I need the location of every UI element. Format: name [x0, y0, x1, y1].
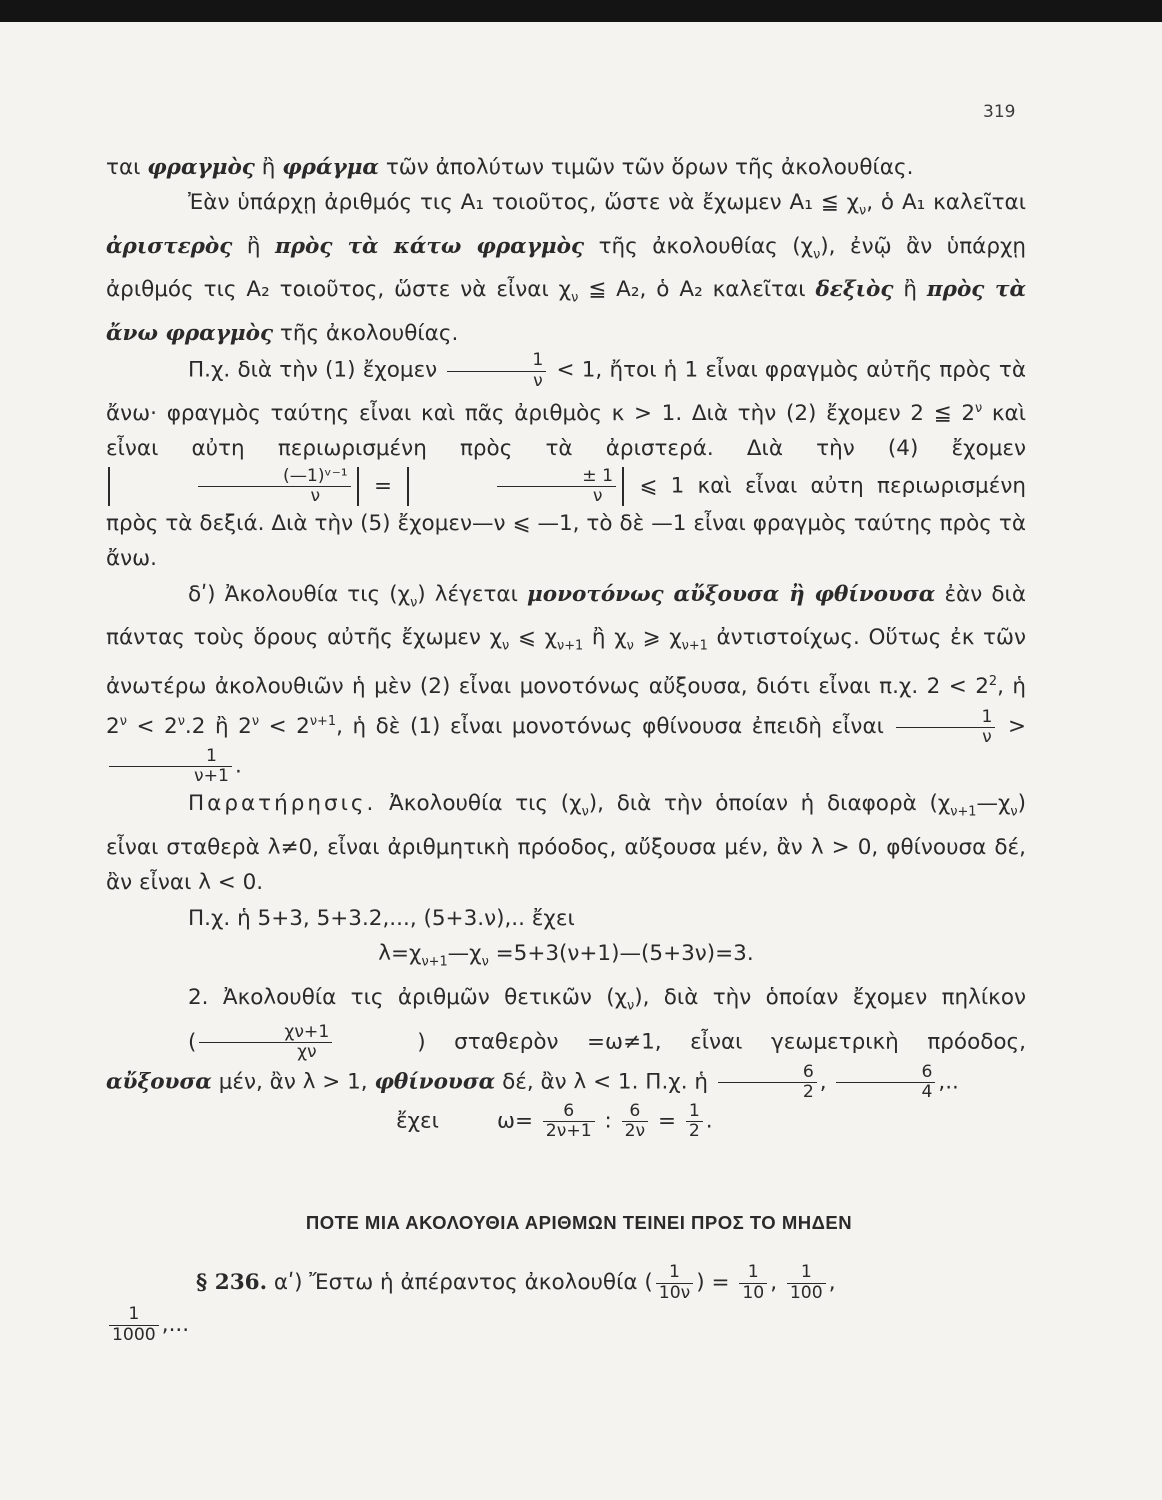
fraction: $\frac{\chi\nu+1}{\chi\nu}$ — [199, 1023, 332, 1062]
section-236-second-line: $\frac{1}{1000}$ ,... — [106, 1304, 1052, 1346]
paragraph-examples-bounds: Π.χ. διὰ τὴν (1) ἔχομεν $\frac{1}{\nu}$ < 1, ἤτοι ἡ 1 εἶναι φραγμὸς αὐτῆς πρὸς τὰ ἄνω· φραγμὸς ταύτης εἶναι καὶ πᾶς ἀριθμὸς κ > 1. Διὰ τὴν (2) ἔχομεν 2 ≦ $2^\nu$ καὶ εἶναι αὐτη περιωρισμένη πρὸς τὰ ἀριστερά. Διὰ τὴν (4) ἔχομεν $\frac{\text{(—1)ᵛ⁻¹}}{\nu}$ = $\frac{\pm 1}{\nu}$ ⩽ 1 καὶ εἶναι αὐτη περιωρισμένη πρὸς τὰ δεξιά. Διὰ τὴν (5) ἔχομεν—ν ⩽ —1, τὸ δὲ —1 εἶναι φραγμὸς ταύτης πρὸς τὰ ἄνω. — [106, 350, 1027, 572]
paragraph-monotonic: δʹ) Ἀκολουθία τις $(\chi_\nu)$ λέγεται μονοτόνως αὔξουσα ἢ φθίνουσα ἐὰν διὰ πάντας τοὺς ὅρους αὐτῆς ἔχωμεν $\chi_\nu$ ⩽ $\chi_{\nu+1}$ ἢ $\chi_\nu$ ⩾ $\chi_{\nu+1}$ ἀντιστοίχως. Οὕτως ἐκ τῶν ἀνωτέρω ἀκολουθιῶν ἡ μὲν (2) εἶναι μονοτόνως αὔξουσα, διότι εἶναι π.χ. $2 < 2^2$, ἡ $2^\nu < 2^\nu.2$ ἢ $2^\nu < 2^{\nu+1}$, ἡ δὲ (1) εἶναι μονοτόνως φθίνουσα ἐπειδὴ εἶναι $\frac{1}{\nu}$ > $\frac{1}{\nu+1}$ . — [106, 581, 1027, 787]
paragraph-geometric: 2. Ἀκολουθία τις ἀριθμῶν θετικῶν $(\chi_\nu)$, διὰ τὴν ὁποίαν ἔχομεν πηλίκον ( $\frac{\chi\nu+1}{\chi\nu}$ ) σταθερὸν =ω≠1, εἶναι γεωμετρικὴ πρόοδος, αὔξουσα μέν, ἂν λ > 1, φθίνουσα δέ, ἂν λ < 1. Π.χ. ἡ $\frac{6}{2}$ , $\frac{6}{4}$ ,.. — [106, 984, 1026, 1102]
paragraph-bounds-intro: ται φραγμὸς ἢ φράγμα τῶν ἀπολύτων τιμῶν τῶν ὅρων τῆς ἀκολουθίας. — [106, 155, 914, 180]
fraction: $\frac{1}{2}$ — [686, 1102, 703, 1141]
absolute-value — [108, 467, 359, 506]
scan-top-border — [0, 0, 1162, 22]
equation-geometric: ἔχει ω= $\frac{6}{2\nu+1}$ : $\frac{6}{2\nu}$ = $\frac{1}{2}$ . — [396, 1100, 713, 1142]
section-heading: ΠΟΤΕ ΜΙΑ ΑΚΟΛΟΥΘΙΑ ΑΡΙΘΜΩΝ ΤΕΙΝΕΙ ΠΡΟΣ ΤΟ ΜΗΔΕΝ — [305, 1212, 853, 1233]
fraction: $\frac{1}{\nu}$ — [447, 351, 546, 390]
equation-arithmetic: $\lambda=\chi_{\nu+1}—\chi_\nu$ =5+3(ν+1)—(5+3ν)=3. — [378, 940, 754, 970]
section-236 — [106, 1262, 1052, 1346]
fraction: $\frac{1}{10}$ — [739, 1263, 767, 1302]
absolute-value — [407, 467, 624, 506]
page-body — [106, 150, 1026, 1141]
fraction: $\frac{\pm 1}{\nu}$ — [497, 467, 616, 506]
fraction: $\frac{\text{(—1)ᵛ⁻¹}}{\nu}$ — [198, 467, 351, 506]
fraction: $\frac{6}{4}$ — [836, 1063, 935, 1102]
section-236-first-line: § 236. αʹ) Ἔστω ἡ ἀπέραντος ἀκολουθία ( $\frac{1}{10\nu}$ ) = $\frac{1}{10}$ , $\frac{1}{100}$ , — [196, 1262, 836, 1303]
fraction: $\frac{6}{2\nu}$ — [622, 1102, 649, 1141]
fraction: $\frac{1}{10\nu}$ — [656, 1263, 693, 1302]
fraction: $\frac{1}{100}$ — [787, 1263, 826, 1302]
paragraph-remark-arithmetic: Παρατήρησις. Ἀκολουθία τις $(\chi_\nu)$, διὰ τὴν ὁποίαν ἡ διαφορὰ $(\chi_{\nu+1}—\chi_\nu)$ εἶναι σταθερὰ λ≠0, εἶναι ἀριθμητικὴ πρόοδος, αὔξουσα μέν, ἂν λ > 0, φθίνουσα δέ, ἂν εἶναι λ < 0. — [106, 791, 1026, 896]
paragraph-left-right-bounds: Ἐὰν ὑπάρχῃ ἀριθμός τις Α₁ τοιοῦτος, ὥστε νὰ ἔχωμεν Α₁ ≦ $\chi_\nu$, ὁ Α₁ καλεῖται ἀριστερὸς ἢ πρὸς τὰ κάτω φραγμὸς τῆς ἀκολουθίας $(\chi_\nu)$, ἐνῷ ἂν ὑπάρχῃ ἀριθμός τις Α₂ τοιοῦτος, ὥστε νὰ εἶναι $\chi_\nu$ ≦ Α₂, ὁ Α₂ καλεῖται δεξιὸς ἢ πρὸς τὰ ἄνω φραγμὸς τῆς ἀκολουθίας. — [106, 190, 1027, 347]
fraction: $\frac{6}{2\nu+1}$ — [543, 1102, 595, 1141]
fraction: $\frac{1}{\nu}$ — [896, 708, 995, 747]
fraction: $\frac{6}{2}$ — [718, 1063, 817, 1102]
fraction: $\frac{1}{\nu+1}$ — [109, 747, 232, 786]
fraction: $\frac{1}{1000}$ — [109, 1305, 159, 1344]
paragraph-arithmetic-example: Π.χ. ἡ 5+3, 5+3.2,..., (5+3.ν),.. ἔχει — [188, 905, 575, 931]
page-number: 319 — [983, 102, 1016, 122]
